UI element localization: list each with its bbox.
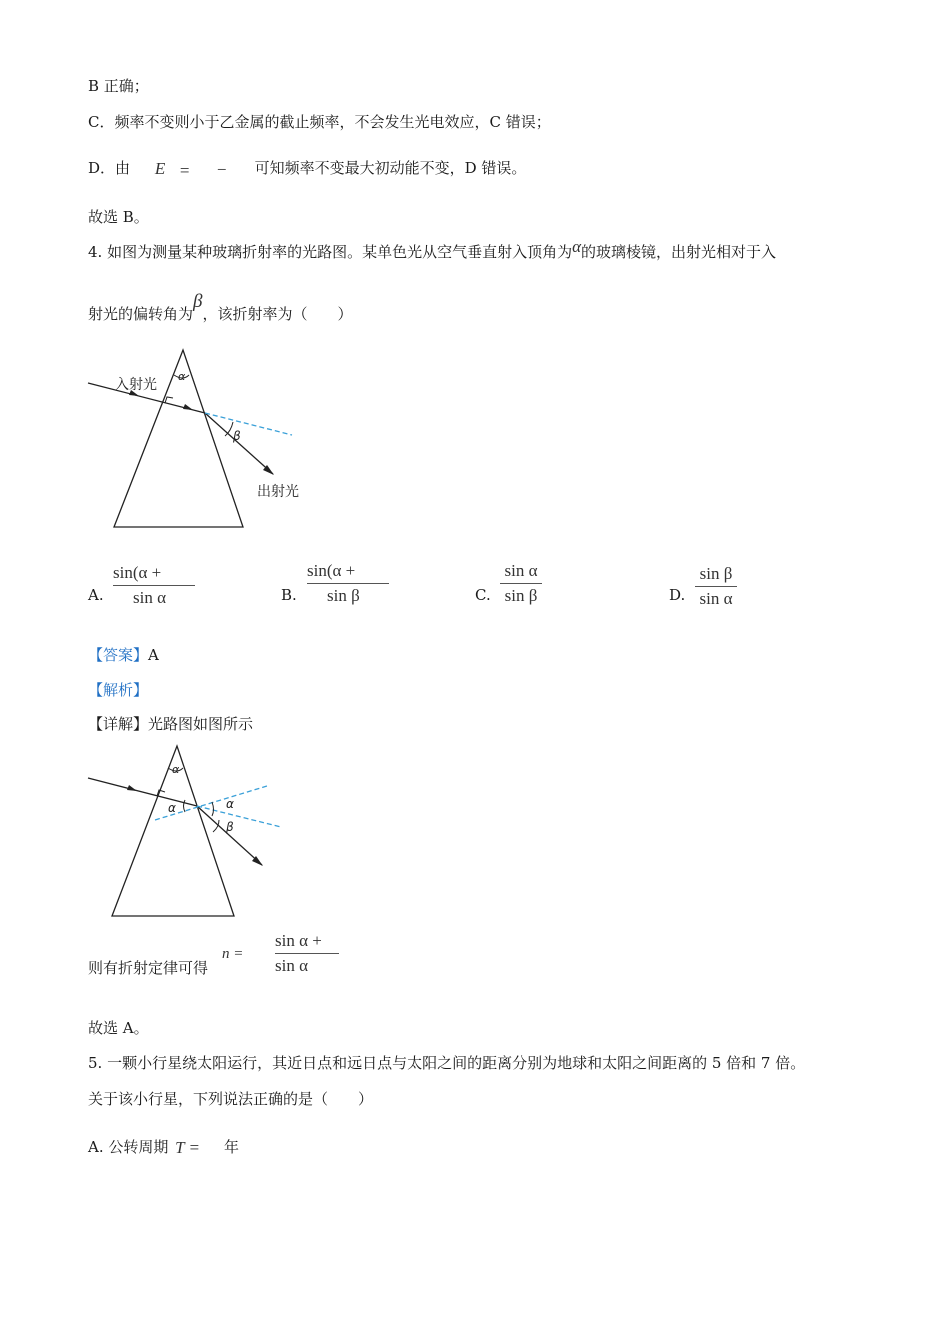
option-b-den: sin β — [327, 586, 360, 605]
n-equals: n = — [222, 946, 244, 962]
q5-option-a[interactable] — [88, 1137, 239, 1157]
q5-line1: 5. 一颗小行星绕太阳运行，其近日点和远日点与太阳之间的距离分别为地球和太阳之间距离的 5 倍和 7 倍。 — [88, 1054, 806, 1072]
option-a-den: sin α — [133, 588, 166, 607]
prism-figure-2 — [85, 740, 295, 925]
n-fraction — [275, 930, 339, 977]
q5-a-t: T = — [175, 1138, 201, 1157]
q5-line2: 关于该小行星，下列说法正确的是（ ） — [88, 1090, 374, 1108]
option-c-num: sin α — [504, 561, 538, 580]
q4-beta: β — [193, 291, 203, 312]
option-c-bar — [500, 583, 542, 584]
option-d-den: sin α — [699, 589, 733, 608]
option-a-num: sin(α + — [113, 563, 162, 582]
analysis-line — [88, 680, 148, 700]
line-choose-b: 故选 B。 — [88, 208, 149, 226]
answer-tag: 【答案】 — [88, 646, 149, 664]
q4-line2-a: 射光的偏转角为 — [88, 305, 194, 323]
option-d-num: sin β — [699, 564, 733, 583]
d-suffix: 可知频率不变最大初动能不变，D 错误。 — [254, 159, 527, 177]
q4-line1-b: 的玻璃棱镜，出射光相对于入 — [581, 243, 777, 261]
label-alpha: α — [178, 370, 186, 383]
line-c-wrong: C．频率不变则小于乙金属的截止频率，不会发生光电效应，C 错误； — [88, 113, 551, 131]
incident2-arrow — [127, 785, 137, 791]
n-num: sin α + — [275, 931, 322, 950]
left-alpha-arc — [184, 800, 186, 812]
q5-a-prefix: A. 公转周期 — [88, 1138, 169, 1156]
then-prefix: 则有折射定律可得 — [88, 959, 209, 977]
line-d — [88, 158, 526, 178]
label2-alpha-left: α — [168, 801, 176, 815]
q4-line2 — [88, 291, 353, 324]
q4-line1 — [88, 237, 777, 262]
label2-beta: β — [226, 820, 234, 834]
then-line — [88, 958, 208, 978]
n-den: sin α — [275, 956, 308, 975]
answer-line — [88, 645, 159, 665]
prism-figure-1 — [85, 345, 305, 535]
extension-dashed-2 — [197, 806, 281, 827]
option-d-bar — [695, 586, 737, 587]
incident-ray-2 — [88, 778, 197, 806]
q4-line1-a: 4. 如图为测量某种玻璃折射率的光路图。某单色光从空气垂直射入顶角为 — [88, 243, 573, 261]
analysis-tag: 【解析】 — [88, 681, 149, 699]
d-math-minus: − — [216, 160, 227, 179]
q5-a-suffix: 年 — [223, 1138, 239, 1156]
line-b-correct: B 正确； — [88, 77, 149, 95]
answer-value: A — [148, 646, 159, 664]
option-d-label[interactable]: D. — [669, 586, 686, 604]
d-math-e: E — [154, 159, 166, 178]
label-beta: β — [233, 429, 241, 443]
option-b-num: sin(α + — [307, 561, 356, 580]
d-prefix: D．由 — [88, 159, 131, 177]
label2-alpha-right: α — [226, 797, 234, 811]
option-a-label[interactable]: A. — [88, 586, 104, 604]
label-exit: 出射光 — [257, 484, 299, 500]
label-incident: 入射光 — [115, 377, 157, 393]
detail-tag: 【详解】 — [88, 715, 149, 733]
right-angle-mark — [165, 397, 173, 403]
option-b-label[interactable]: B. — [281, 586, 297, 604]
d-math-eq: = — [179, 161, 190, 180]
option-c-label[interactable]: C. — [475, 586, 491, 604]
detail-text: 光路图如图所示 — [148, 715, 254, 733]
option-c-den: sin β — [504, 586, 538, 605]
option-b-bar — [307, 583, 389, 584]
line-choose-a: 故选 A。 — [88, 1019, 149, 1037]
option-a-fraction[interactable] — [113, 562, 195, 609]
option-b-fraction[interactable] — [307, 560, 389, 607]
incident-arrow-2 — [183, 404, 193, 410]
label2-alpha-top: α — [172, 763, 180, 776]
n-bar — [275, 953, 339, 954]
q4-alpha: α — [572, 237, 582, 256]
detail-line — [88, 714, 253, 734]
option-d-fraction[interactable] — [695, 563, 737, 610]
right-alpha-arc — [212, 802, 214, 816]
option-a-bar — [113, 585, 195, 586]
q4-line2-b: ，该折射率为（ ） — [202, 305, 353, 323]
option-c-fraction[interactable] — [500, 560, 542, 607]
